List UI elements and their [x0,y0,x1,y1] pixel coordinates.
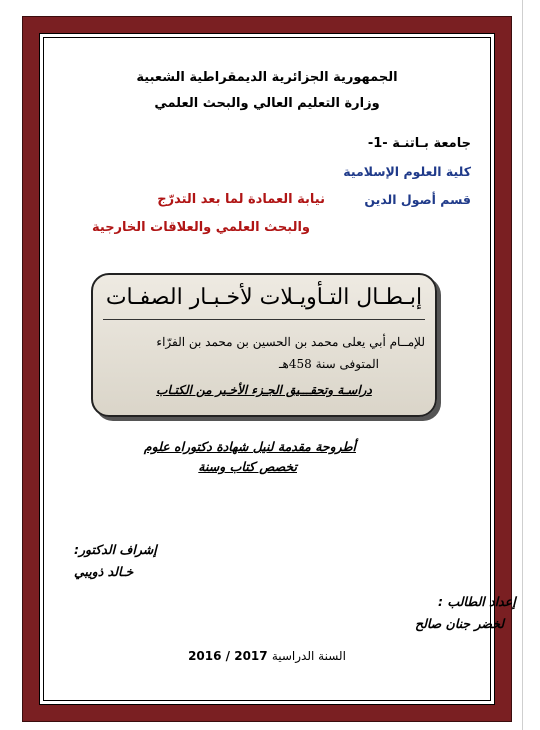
title-box [91,273,437,417]
author-line-1: للإمــام أبي يعلى محمد بن الحسين بن محمد بن الفرّاء [156,335,425,349]
thesis-title: إبـطـال التـأويـلات لأخـبـار الصفـات [105,285,423,310]
faculty-name: كلية العلوم الإسلامية [343,164,471,179]
student-label: إعداد الطالب : [438,594,516,609]
supervisor-name: خـالد ذويبي [74,564,134,579]
ministry-heading: وزارة التعليم العالي والبحث العلمي [154,96,380,111]
study-line: دراسـة وتحقـــيق الجـزء الأخـير من الكتـاب [156,383,372,397]
academic-year-value: 2016 / 2017 [188,649,268,663]
thesis-purpose-line-2: تخصص كتاب وسنة [198,459,297,474]
department-name: قسم أصول الدين [364,192,471,207]
author-line-2: المتوفى سنة 458هـ [279,357,379,371]
deanship-line-2: والبحث العلمي والعلاقات الخارجية [92,220,310,235]
academic-year-label: السنة الدراسية [271,649,346,663]
thesis-purpose-line-1: أطروحة مقدمة لنيل شهادة دكتوراه علوم [143,439,356,454]
supervisor-label: إشراف الدكتور: [74,542,157,557]
university-name: جامعة بـاتنـة -1- [367,136,471,151]
academic-year [40,649,494,663]
title-underline [103,319,425,320]
deanship-line-1: نيابة العمادة لما بعد التدرّج [157,192,325,207]
student-name: لخضر جنان صالح [415,616,505,631]
decorative-frame [22,16,516,722]
page-edge [522,0,540,730]
republic-heading: الجمهورية الجزائرية الديمقراطية الشعبية [136,70,398,85]
page-content [39,33,516,705]
